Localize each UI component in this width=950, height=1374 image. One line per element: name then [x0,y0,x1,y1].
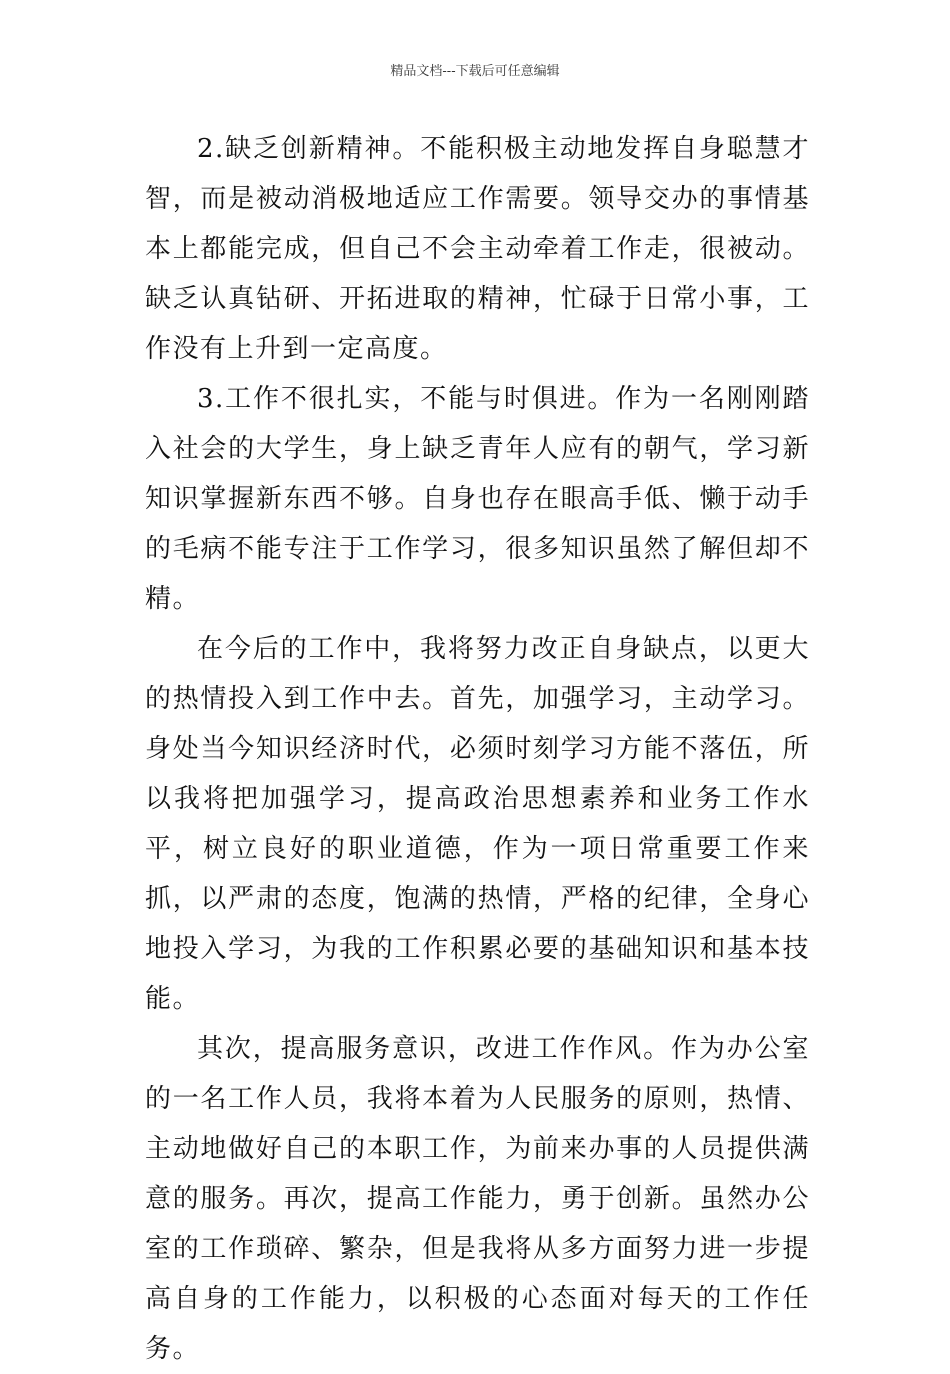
paragraph: 2.缺乏创新精神。不能积极主动地发挥自身聪慧才智，而是被动消极地适应工作需要。领导交办的事情基本上都能完成，但自己不会主动牵着工作走，很被动。缺乏认真钻研、开拓进取的精神，忙碌于日常小事，工作没有上升到一定高度。 [145,134,810,364]
page-header: 精品文档---下载后可任意编辑 [390,64,560,79]
paragraph: 在今后的工作中，我将努力改正自身缺点，以更大的热情投入到工作中去。首先，加强学习，主动学习。身处当今知识经济时代，必须时刻学习方能不落伍，所以我将把加强学习，提高政治思想素养和业务工作水平，树立良好的职业道德，作为一项日常重要工作来抓，以严肃的态度，饱满的热情，严格的纪律，全身心地投入学习，为我的工作积累必要的基础知识和基本技能。 [145,634,810,1014]
paragraph: 其次，提高服务意识，改进工作作风。作为办公室的一名工作人员，我将本着为人民服务的原则，热情、主动地做好自己的本职工作，为前来办事的人员提供满意的服务。再次，提高工作能力，勇于创新。虽然办公室的工作琐碎、繁杂，但是我将从多方面努力进一步提高自身的工作能力，以积极的心态面对每天的工作任务。 [145,1034,810,1364]
paragraph: 3.工作不很扎实，不能与时俱进。作为一名刚刚踏入社会的大学生，身上缺乏青年人应有的朝气，学习新知识掌握新东西不够。自身也存在眼高手低、懒于动手的毛病不能专注于工作学习，很多知识虽然了解但却不精。 [145,384,810,614]
document-body [145,124,810,1374]
